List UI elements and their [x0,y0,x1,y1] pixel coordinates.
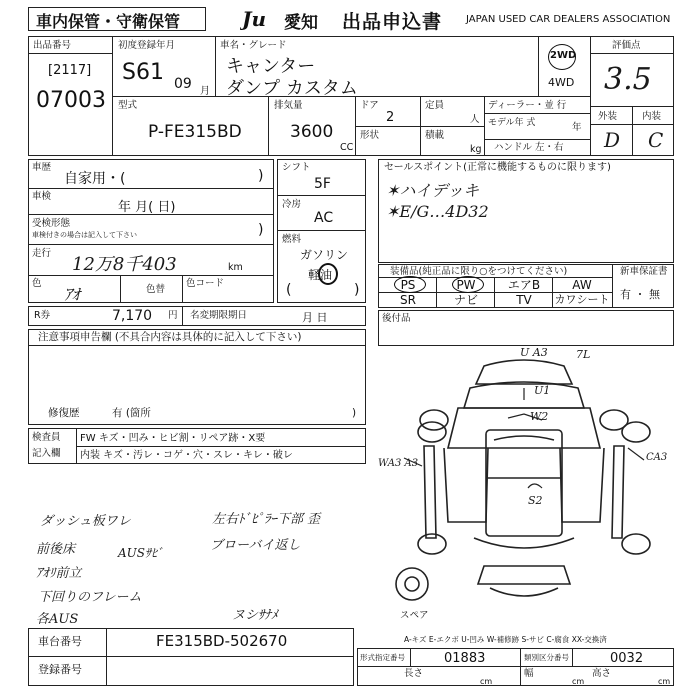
category-label: 類別区分番号 [524,653,569,662]
fuel-paren-open: ( [286,282,292,298]
diagram-spare-label: スペア [400,610,429,621]
yen-unit: 円 [168,310,178,321]
chassis-value: FE315BD-502670 [156,632,288,650]
doors-value: 2 [386,110,395,125]
fuel-label: 燃料 [282,234,302,245]
first-reg-era: S61 [122,60,164,85]
load-label: 積載 [425,130,445,141]
pw-circle [452,276,484,293]
note-left-3: ｱｵﾘ前立 [36,566,82,581]
dealer-label: ディーラー・並 行 [488,100,567,111]
ac-label: 冷房 [282,199,302,210]
length-cm: cm [480,677,493,686]
inspector-label: 検査員 [32,432,61,443]
lot-sub: [2117] [48,63,92,78]
equip-navi: ナビ [453,293,478,307]
exterior-label: 外装 [598,111,618,122]
repair-value: 有 (箇所 [112,407,151,419]
equip-leather: カワシート [554,293,610,306]
receipt-note: 車検付きの場合は記入して下さい [32,231,137,239]
recycle-value: 7,170 [112,308,153,324]
km-unit: km [228,262,243,273]
score: 3.5 [604,62,652,97]
drive-2wd: 2WD [550,50,577,61]
receipt-label: 受検形態 [32,218,71,229]
note-left-5: 各AUS [36,612,79,627]
name-change-value: 月 日 [302,311,328,324]
fuel-diesel: 軽油 [308,268,333,282]
score-label: 評価点 [612,40,641,51]
fuel-paren-close: ) [354,282,360,298]
handle-label: ハンドル 左・右 [494,142,564,153]
selling-point-1: ✶ハイデッキ [386,181,480,200]
mileage-value: 12万8千403 [72,254,177,275]
history-close: ) [258,168,264,184]
capacity-label: 定員 [425,100,445,111]
ac-value: AC [314,210,334,226]
selling-points-label: セールスポイント(正常に機能するものに限ります) [384,162,611,173]
storage-notice: 車内保管・守衛保管 [36,12,181,31]
chassis-label: 車台番号 [38,635,82,648]
caution-label: 注意事項申告欄 (不具合内容は具体的に記入して下さい) [38,331,302,343]
inspection-value: 年 月( 日) [118,200,176,215]
height-label: 高さ [592,668,612,679]
vehicle-damage-diagram [374,348,674,628]
person-unit: 人 [470,114,480,125]
svg-text:Ju: Ju [242,8,267,30]
damage-legend: A-キズ E-エクボ U-凹み W-補修跡 S-サビ C-腐食 XX-交換済 [404,635,607,644]
lot-label: 出品番号 [33,40,72,51]
interior-grade: C [648,128,664,152]
height-cm: cm [658,677,671,686]
type-spec-value: 01883 [444,651,486,666]
ps-circle [394,276,426,293]
note-left-2: 前後床 [36,542,76,557]
kg-unit: kg [470,144,482,155]
color-value: ｱｵ [64,285,81,304]
first-reg-month-suffix: 月 [200,86,210,97]
note-left-bracket: AUSｻﾋﾞ [118,546,164,560]
equip-tv: TV [516,293,532,307]
model-year-label: モデル年 式 [488,118,536,128]
cc-unit: CC [340,142,354,153]
ju-logo [240,8,284,30]
displacement-label: 排気量 [274,100,303,111]
note-right-2: ブローバイ返し [210,538,301,553]
selling-point-2: ✶E/G…4D32 [386,202,489,221]
type-label: 型式 [118,100,138,111]
diagram-mark-6: WA3 A3 [378,458,419,469]
post-install-frame [378,310,674,346]
form-title: 出品申込書 [342,11,443,33]
org-english: JAPAN USED CAR DEALERS ASSOCIATION [466,14,671,25]
receipt-close: ) [258,222,264,238]
note-left-4: 下回りのフレーム [38,590,142,605]
color-change-label: 色替 [146,284,166,295]
diagram-mark-5: S2 [528,494,543,507]
entry-label: 記入欄 [32,448,61,459]
equip-sr: SR [400,293,416,307]
interior-label: 内装 [642,111,662,122]
model-grade-label: 車名・グレード [220,40,287,51]
shift-value: 5F [314,176,331,192]
warranty-value: 有 ・ 無 [620,288,660,301]
first-reg-month: 09 [174,76,192,92]
repair-label: 修復歴 [48,407,80,419]
org-name: 愛知 [284,13,318,33]
legend-row-1: FW キズ・凹み・ヒビ割・リペア跡・X要 [80,433,266,444]
mileage-label: 走行 [32,248,52,259]
diagram-mark-1: U A3 [520,346,548,359]
diagram-mark-4: W2 [530,410,549,423]
recycle-label: R券 [34,310,51,321]
type-value: P-FE315BD [148,122,242,142]
year-unit: 年 [572,122,582,133]
length-label: 長さ [404,668,424,679]
exterior-grade: D [604,128,621,152]
diagram-mark-7: CA3 [646,452,668,463]
category-value: 0032 [610,651,644,666]
color-label: 色 [32,278,42,289]
warranty-label: 新車保証書 [620,266,668,277]
type-spec-label: 形式指定番号 [360,653,405,662]
diagram-mark-3: U1 [534,384,551,397]
diagram-mark-2: 7L [576,348,591,361]
doors-label: ドア [360,100,379,111]
history-value: 自家用・( [64,171,126,187]
color-code-label: 色コード [186,278,225,289]
history-label: 車歴 [32,162,52,173]
equip-ps: PS [400,278,416,292]
name-change-label: 名変期限期日 [190,310,248,321]
grade: ダンプ カスタム [226,78,358,99]
repair-close: ) [352,407,357,419]
lot-number: 07003 [36,88,106,113]
width-cm: cm [572,677,585,686]
reg-label: 登録番号 [38,663,82,676]
equipment-label: 装備品(純正品に限り○をつけてください) [390,266,568,277]
note-right-1: 左右ﾄﾞﾋﾟﾗｰ下部 歪 [212,512,321,527]
shift-label: シフト [282,162,311,173]
displacement-value: 3600 [290,122,334,142]
car-name: キャンター [226,56,316,77]
note-right-3: ヌシｻﾅﾒ [232,608,278,623]
legend-row-2: 内装 キズ・汚レ・コゲ・穴・スレ・キレ・破レ [80,450,293,461]
shape-label: 形状 [360,130,380,141]
note-left-1: ダッシュ板ワレ [40,514,131,529]
equip-airbag: エアB [507,278,541,292]
post-install-label: 後付品 [382,313,411,324]
equip-aw: AW [572,278,592,292]
equip-pw: PW [456,278,476,292]
width-label: 幅 [524,668,534,679]
fuel-diesel-circle [318,263,338,285]
fuel-gas: ガソリン [300,248,349,262]
drive-4wd: 4WD [548,76,575,89]
first-reg-label: 初度登録年月 [118,40,176,51]
inspection-label: 車検 [32,191,52,202]
